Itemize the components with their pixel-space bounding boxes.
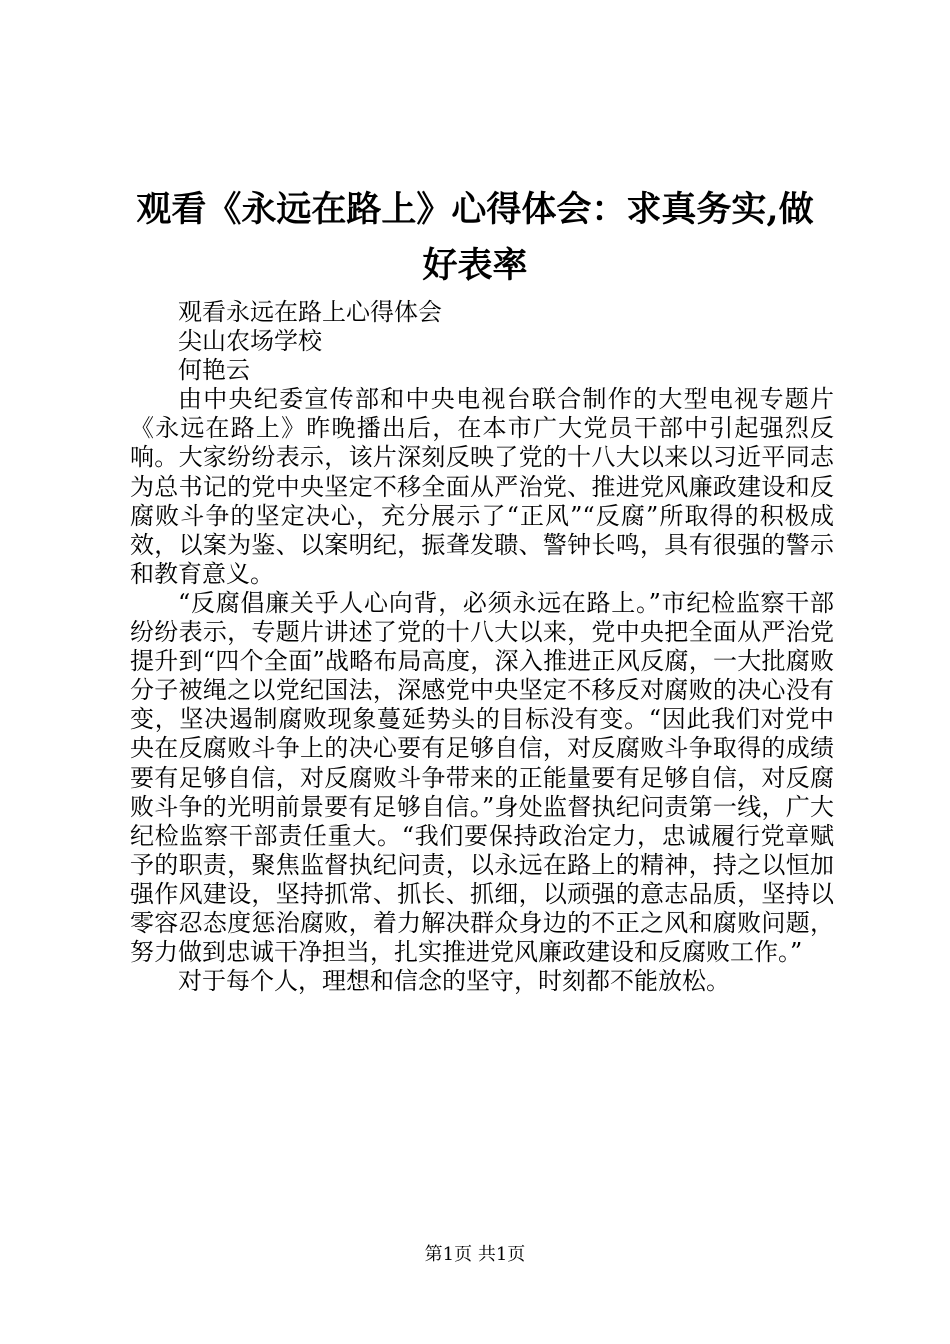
document-body bbox=[130, 298, 834, 996]
body-paragraph: “反腐倡廉关乎人心向背，必须永远在路上。”市纪检监察干部纷纷表示，专题片讲述了党的十八大以来，党中央把全面从严治党提升到“四个全面”战略布局高度，深入推进正风反腐，一大批腐败分子被绳之以党纪国法，深感党中央坚定不移反对腐败的决心没有变，坚决遏制腐败现象蔓延势头的目标没有变。“因此我们对党中央在反腐败斗争上的决心要有足够自信，对反腐败斗争取得的成绩要有足够自信，对反腐败斗争带来的正能量要有足够自信，对反腐败斗争的光明前景要有足够自信。”身处监督执纪问责第一线，广大纪检监察干部责任重大。“我们要保持政治定力，忠诚履行党章赋予的职责，聚焦监督执纪问责，以永远在路上的精神，持之以恒加强作风建设，坚持抓常、抓长、抓细，以顽强的意志品质，坚持以零容忍态度惩治腐败，着力解决群众身边的不正之风和腐败问题，努力做到忠诚干净担当，扎实推进党风廉政建设和反腐败工作。” bbox=[130, 588, 834, 967]
document-school: 尖山农场学校 bbox=[178, 327, 322, 356]
body-paragraph: 对于每个人，理想和信念的坚守，时刻都不能放松。 bbox=[178, 967, 730, 996]
document-title: 观看《永远在路上》心得体会：求真务实,做好表率 bbox=[136, 189, 814, 286]
document-subtitle: 观看永远在路上心得体会 bbox=[178, 298, 442, 326]
body-paragraph: 由中央纪委宣传部和中央电视台联合制作的大型电视专题片《永远在路上》昨晚播出后，在本市广大党员干部中引起强烈反响。大家纷纷表示，该片深刻反映了党的十八大以来以习近平同志为总书记的党中央坚定不移全面从严治党、推进党风廉政建设和反腐败斗争的坚定决心，充分展示了“正风”“反腐”所取得的积极成效，以案为鉴、以案明纪，振聋发聩、警钟长鸣，具有很强的警示和教育意义。 bbox=[130, 385, 834, 588]
page-footer: 第1页 共1页 bbox=[424, 1244, 526, 1265]
document-author: 何艳云 bbox=[178, 356, 250, 385]
